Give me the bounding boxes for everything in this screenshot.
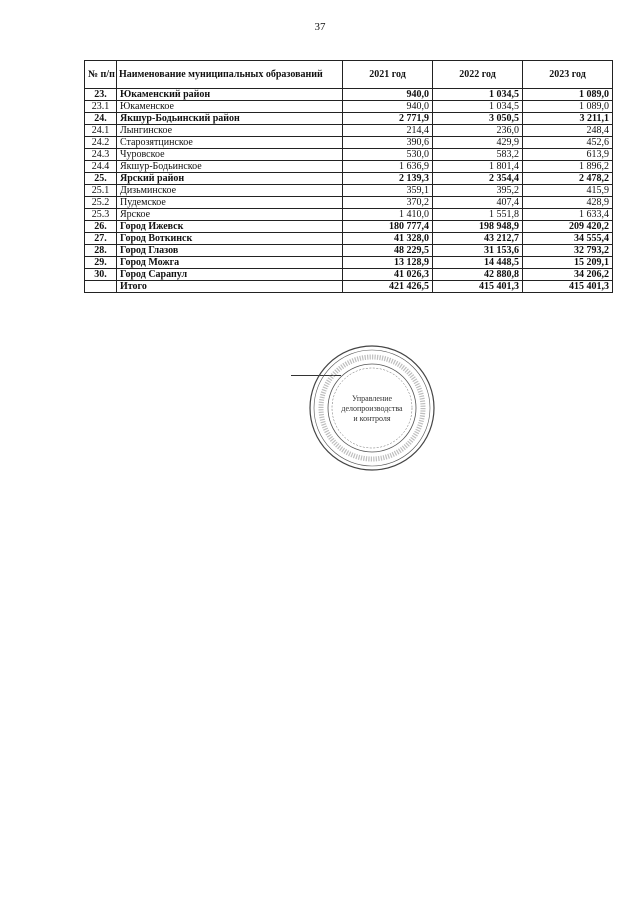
row-value-2021: 940,0 — [343, 101, 433, 113]
row-number-cell: 29. — [85, 257, 117, 269]
row-value-2023: 34 206,2 — [523, 269, 613, 281]
row-value-2022: 3 050,5 — [433, 113, 523, 125]
table-row — [85, 233, 613, 245]
table-row — [85, 185, 613, 197]
row-number-cell: 23. — [85, 89, 117, 101]
row-value-2022: 198 948,9 — [433, 221, 523, 233]
row-value-2021: 41 026,3 — [343, 269, 433, 281]
row-value-2021: 214,4 — [343, 125, 433, 137]
table-row — [85, 113, 613, 125]
table-row — [85, 209, 613, 221]
row-value-2022: 395,2 — [433, 185, 523, 197]
row-value-2021: 1 636,9 — [343, 161, 433, 173]
row-value-2022: 1 034,5 — [433, 101, 523, 113]
header-2023: 2023 год — [523, 61, 613, 89]
row-value-2022: 415 401,3 — [433, 281, 523, 293]
budget-table — [84, 60, 613, 293]
row-value-2021: 48 229,5 — [343, 245, 433, 257]
table-row — [85, 257, 613, 269]
row-value-2022: 43 212,7 — [433, 233, 523, 245]
row-value-2023: 452,6 — [523, 137, 613, 149]
table-row — [85, 281, 613, 293]
row-value-2022: 42 880,8 — [433, 269, 523, 281]
table-row — [85, 137, 613, 149]
row-value-2022: 583,2 — [433, 149, 523, 161]
row-name-cell: Дизьминское — [117, 185, 343, 197]
row-value-2021: 530,0 — [343, 149, 433, 161]
table-header-row — [85, 61, 613, 89]
row-value-2022: 1 034,5 — [433, 89, 523, 101]
table-row — [85, 245, 613, 257]
table-row — [85, 221, 613, 233]
row-name-cell: Город Глазов — [117, 245, 343, 257]
header-2021: 2021 год — [343, 61, 433, 89]
row-value-2023: 3 211,1 — [523, 113, 613, 125]
page-number: 37 — [314, 21, 326, 33]
table-row — [85, 89, 613, 101]
table-row — [85, 197, 613, 209]
table-row — [85, 173, 613, 185]
row-value-2021: 359,1 — [343, 185, 433, 197]
seal-text-line-3: и контроля — [353, 414, 391, 423]
row-value-2022: 2 354,4 — [433, 173, 523, 185]
table-row — [85, 149, 613, 161]
header-number: № п/п — [85, 61, 117, 89]
row-name-cell: Пудемское — [117, 197, 343, 209]
row-value-2023: 415,9 — [523, 185, 613, 197]
row-value-2022: 236,0 — [433, 125, 523, 137]
row-value-2023: 248,4 — [523, 125, 613, 137]
row-value-2023: 415 401,3 — [523, 281, 613, 293]
table-body — [85, 89, 613, 293]
row-number-cell: 25. — [85, 173, 117, 185]
row-number-cell: 30. — [85, 269, 117, 281]
row-name-cell: Город Ижевск — [117, 221, 343, 233]
row-value-2021: 421 426,5 — [343, 281, 433, 293]
table-row — [85, 161, 613, 173]
row-value-2021: 180 777,4 — [343, 221, 433, 233]
table-row — [85, 101, 613, 113]
table-row — [85, 269, 613, 281]
row-number-cell — [85, 281, 117, 293]
row-value-2023: 1 896,2 — [523, 161, 613, 173]
row-name-cell: Чуровское — [117, 149, 343, 161]
row-value-2023: 428,9 — [523, 197, 613, 209]
row-value-2021: 940,0 — [343, 89, 433, 101]
row-number-cell: 24.1 — [85, 125, 117, 137]
row-number-cell: 27. — [85, 233, 117, 245]
row-name-cell: Старозятцинское — [117, 137, 343, 149]
seal-text-line-1: Управление — [351, 394, 393, 403]
row-name-cell: Лынгинское — [117, 125, 343, 137]
seal-text-line-2: делопроизводства — [341, 404, 403, 413]
table-row — [85, 125, 613, 137]
row-number-cell: 24.4 — [85, 161, 117, 173]
row-value-2022: 14 448,5 — [433, 257, 523, 269]
row-value-2023: 209 420,2 — [523, 221, 613, 233]
row-name-cell: Якшур-Бодьинское — [117, 161, 343, 173]
row-value-2022: 31 153,6 — [433, 245, 523, 257]
row-value-2023: 15 209,1 — [523, 257, 613, 269]
row-name-cell: Итого — [117, 281, 343, 293]
row-value-2023: 613,9 — [523, 149, 613, 161]
row-number-cell: 24.2 — [85, 137, 117, 149]
row-value-2022: 429,9 — [433, 137, 523, 149]
row-number-cell: 23.1 — [85, 101, 117, 113]
header-name: Наименование муниципальных образований — [117, 61, 343, 89]
row-value-2021: 41 328,0 — [343, 233, 433, 245]
row-value-2023: 1 089,0 — [523, 89, 613, 101]
row-value-2022: 1 551,8 — [433, 209, 523, 221]
official-seal-stamp — [308, 344, 436, 472]
row-name-cell: Ярский район — [117, 173, 343, 185]
row-value-2023: 34 555,4 — [523, 233, 613, 245]
row-number-cell: 24. — [85, 113, 117, 125]
row-value-2021: 2 771,9 — [343, 113, 433, 125]
row-value-2021: 13 128,9 — [343, 257, 433, 269]
row-value-2022: 1 801,4 — [433, 161, 523, 173]
row-number-cell: 28. — [85, 245, 117, 257]
header-2022: 2022 год — [433, 61, 523, 89]
row-value-2023: 32 793,2 — [523, 245, 613, 257]
row-value-2021: 1 410,0 — [343, 209, 433, 221]
row-number-cell: 25.1 — [85, 185, 117, 197]
row-name-cell: Якшур-Бодьинский район — [117, 113, 343, 125]
row-number-cell: 24.3 — [85, 149, 117, 161]
row-value-2023: 1 089,0 — [523, 101, 613, 113]
row-name-cell: Город Сарапул — [117, 269, 343, 281]
row-name-cell: Юкаменское — [117, 101, 343, 113]
row-value-2021: 370,2 — [343, 197, 433, 209]
row-value-2021: 390,6 — [343, 137, 433, 149]
row-number-cell: 26. — [85, 221, 117, 233]
row-number-cell: 25.2 — [85, 197, 117, 209]
row-value-2022: 407,4 — [433, 197, 523, 209]
row-value-2023: 1 633,4 — [523, 209, 613, 221]
row-name-cell: Город Воткинск — [117, 233, 343, 245]
row-name-cell: Юкаменский район — [117, 89, 343, 101]
row-name-cell: Город Можга — [117, 257, 343, 269]
row-value-2021: 2 139,3 — [343, 173, 433, 185]
row-number-cell: 25.3 — [85, 209, 117, 221]
row-value-2023: 2 478,2 — [523, 173, 613, 185]
row-name-cell: Ярское — [117, 209, 343, 221]
